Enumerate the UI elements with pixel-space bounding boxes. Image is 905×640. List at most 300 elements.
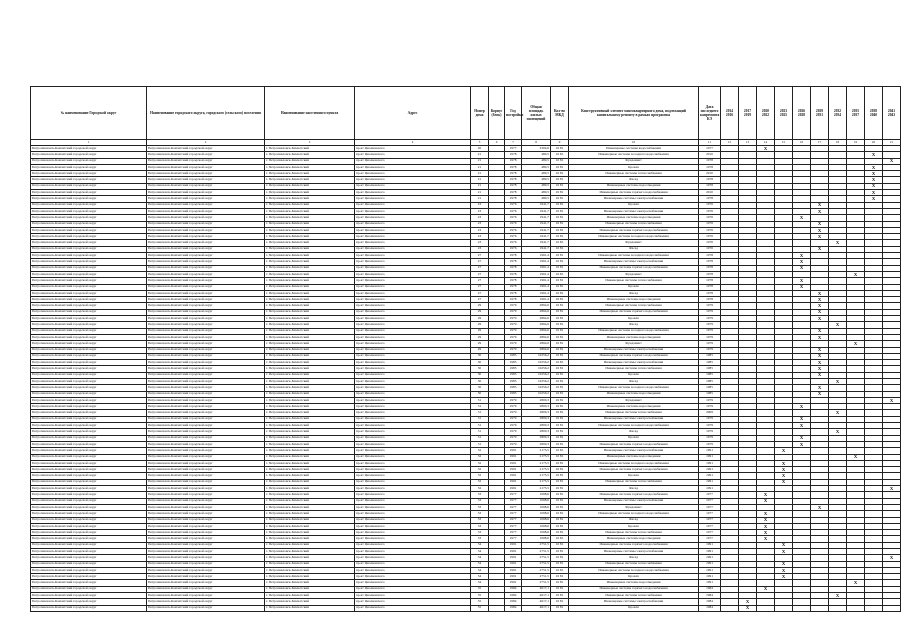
municipality-cell: Петропавловск-Камчатский городской округ (147, 391, 265, 397)
house-number-cell: 21 (471, 152, 489, 158)
period-cell: X (775, 479, 793, 485)
period-cell: X (757, 146, 775, 152)
address-cell: пр-кт Циолковского (355, 328, 471, 334)
column-number: 15 (775, 140, 793, 146)
address-cell: пр-кт Циолковского (355, 177, 471, 183)
area-cell: 2864,6 (522, 309, 551, 315)
house-number-cell: 27 (471, 290, 489, 296)
address-cell: пр-кт Циолковского (355, 385, 471, 391)
address-cell: пр-кт Циолковского (355, 448, 471, 454)
period-cell: X (883, 158, 901, 164)
column-number: 12 (721, 140, 739, 146)
municipality-cell: Петропавловск-Камчатский городской округ (147, 297, 265, 303)
locality-cell: г. Петропавловск-Камчатский (265, 404, 355, 410)
element-cell: Инженерные системы электроснабжения (569, 347, 699, 353)
municipality-cell: Петропавловск-Камчатский городской округ (147, 271, 265, 277)
locality-cell: г. Петропавловск-Камчатский (265, 190, 355, 196)
address-cell: пр-кт Циолковского (355, 586, 471, 592)
house-number-cell: 23 (471, 240, 489, 246)
house-number-cell: 29 (471, 316, 489, 322)
locality-cell: г. Петропавловск-Камчатский (265, 561, 355, 567)
locality-cell: г. Петропавловск-Камчатский (265, 391, 355, 397)
municipality-cell: Петропавловск-Камчатский городской округ (147, 353, 265, 359)
district-cell: Петропавловск-Камчатский городской округ (31, 517, 147, 523)
municipality-cell: Петропавловск-Камчатский городской округ (147, 158, 265, 164)
last-repair-cell: 1979 (699, 334, 721, 340)
locality-cell: г. Петропавловск-Камчатский (265, 454, 355, 460)
column-header: Конструктивный элемент многоквартирного дома, подлежащий капитальному ремонту в рамках программы (569, 87, 699, 140)
period-cell: X (811, 372, 829, 378)
count-cell: 16 81 (551, 322, 569, 328)
house-number-cell: 31 (471, 416, 489, 422)
build-year-cell: 1985 (505, 366, 522, 372)
last-repair-cell: 1978 (699, 164, 721, 170)
repair-program-table (30, 86, 901, 612)
last-repair-cell: 1991 (699, 561, 721, 567)
locality-cell: г. Петропавловск-Камчатский (265, 460, 355, 466)
house-number-cell: 27 (471, 278, 489, 284)
build-year-cell: 1976 (505, 215, 522, 221)
address-cell: пр-кт Циолковского (355, 221, 471, 227)
element-cell: Инженерные системы теплоснабжения (569, 479, 699, 485)
address-cell: пр-кт Циолковского (355, 454, 471, 460)
period-cell: X (793, 253, 811, 259)
period-cell: X (829, 429, 847, 435)
locality-cell: г. Петропавловск-Камчатский (265, 284, 355, 290)
house-number-cell: 33 (471, 511, 489, 517)
district-cell: Петропавловск-Камчатский городской округ (31, 322, 147, 328)
locality-cell: г. Петропавловск-Камчатский (265, 435, 355, 441)
area-cell: 2751,5 (522, 580, 551, 586)
element-cell: Инженерные системы водоотведения (569, 404, 699, 410)
build-year-cell: 1979 (505, 410, 522, 416)
count-cell: 16 81 (551, 460, 569, 466)
build-year-cell: 1991 (505, 473, 522, 479)
address-cell: пр-кт Циолковского (355, 284, 471, 290)
column-header: 2026 2028 (793, 87, 811, 140)
build-year-cell: 1991 (505, 580, 522, 586)
address-cell: пр-кт Циолковского (355, 498, 471, 504)
district-cell: Петропавловск-Камчатский городской округ (31, 221, 147, 227)
last-repair-cell: 1991 (699, 567, 721, 573)
period-cell: X (829, 593, 847, 599)
area-cell: 1961,4 (522, 284, 551, 290)
district-cell: Петропавловск-Камчатский городской округ (31, 486, 147, 492)
column-header: Корпус (блок) (489, 87, 505, 140)
column-number: 14 (757, 140, 775, 146)
period-cell: X (847, 454, 865, 460)
house-number-cell: 21 (471, 177, 489, 183)
count-cell: 16 81 (551, 334, 569, 340)
district-cell: Петропавловск-Камчатский городской округ (31, 202, 147, 208)
address-cell: пр-кт Циолковского (355, 435, 471, 441)
count-cell: 16 81 (551, 347, 569, 353)
build-year-cell: 1976 (505, 227, 522, 233)
period-cell: X (811, 221, 829, 227)
district-cell: Петропавловск-Камчатский городской округ (31, 460, 147, 466)
district-cell: Петропавловск-Камчатский городской округ (31, 473, 147, 479)
period-cell: X (757, 523, 775, 529)
area-cell: 10256,2 (522, 378, 551, 384)
locality-cell: г. Петропавловск-Камчатский (265, 473, 355, 479)
period-cell: X (757, 517, 775, 523)
count-cell: 16 81 (551, 183, 569, 189)
locality-cell: г. Петропавловск-Камчатский (265, 309, 355, 315)
district-cell: Петропавловск-Камчатский городской округ (31, 309, 147, 315)
period-cell: X (811, 391, 829, 397)
address-cell: пр-кт Циолковского (355, 202, 471, 208)
count-cell: 16 81 (551, 511, 569, 517)
table-header (31, 87, 901, 146)
last-repair-cell: 1979 (699, 328, 721, 334)
area-cell: 1961,4 (522, 271, 551, 277)
district-cell: Петропавловск-Камчатский городской округ (31, 410, 147, 416)
house-number-cell: 34 (471, 567, 489, 573)
build-year-cell: 1977 (505, 504, 522, 510)
house-number-cell: 30 (471, 353, 489, 359)
period-cell: X (775, 567, 793, 573)
column-header: Год постройки (505, 87, 522, 140)
last-repair-cell: 1991 (699, 467, 721, 473)
last-repair-cell: 1978 (699, 183, 721, 189)
locality-cell: г. Петропавловск-Камчатский (265, 227, 355, 233)
last-repair-cell: 1984 (699, 605, 721, 611)
last-repair-cell: 1976 (699, 221, 721, 227)
address-cell: пр-кт Циолковского (355, 542, 471, 548)
count-cell: 16 81 (551, 410, 569, 416)
municipality-cell: Петропавловск-Камчатский городской округ (147, 378, 265, 384)
address-cell: пр-кт Циолковского (355, 593, 471, 599)
house-number-cell: 29 (471, 328, 489, 334)
address-cell: пр-кт Циолковского (355, 404, 471, 410)
district-cell: Петропавловск-Камчатский городской округ (31, 284, 147, 290)
house-number-cell: 34 (471, 542, 489, 548)
district-cell: Петропавловск-Камчатский городской округ (31, 416, 147, 422)
area-cell: 1068,6 (522, 492, 551, 498)
period-cell (775, 605, 793, 611)
count-cell: 16 81 (551, 429, 569, 435)
house-number-cell: 21 (471, 196, 489, 202)
address-cell: пр-кт Циолковского (355, 234, 471, 240)
last-repair-cell: 1979 (699, 322, 721, 328)
period-cell: X (883, 555, 901, 561)
house-number-cell: 31 (471, 410, 489, 416)
area-cell: 489,5 (522, 196, 551, 202)
locality-cell: г. Петропавловск-Камчатский (265, 517, 355, 523)
period-cell (757, 605, 775, 611)
district-cell: Петропавловск-Камчатский городской округ (31, 580, 147, 586)
element-cell: Инженерные системы электроснабжения (569, 259, 699, 265)
last-repair-cell: 1977 (699, 492, 721, 498)
house-number-cell: 33 (471, 517, 489, 523)
build-year-cell: 1978 (505, 171, 522, 177)
element-cell: Инженерные системы горячего водоснабжения (569, 265, 699, 271)
last-repair-cell: 1976 (699, 227, 721, 233)
area-cell: 2175,5 (522, 479, 551, 485)
count-cell: 16 81 (551, 416, 569, 422)
build-year-cell: 1985 (505, 353, 522, 359)
area-cell: 489,5 (522, 177, 551, 183)
locality-cell: г. Петропавловск-Камчатский (265, 196, 355, 202)
area-cell: 1068,6 (522, 530, 551, 536)
last-repair-cell: 1985 (699, 372, 721, 378)
column-number: 17 (811, 140, 829, 146)
column-header: Дата последнего капремонта КЭ (699, 87, 721, 140)
element-cell: Инженерные системы горячего водоснабжения (569, 190, 699, 196)
build-year-cell: 1991 (505, 574, 522, 580)
element-cell: Инженерные системы водоотведения (569, 454, 699, 460)
municipality-cell: Петропавловск-Камчатский городской округ (147, 240, 265, 246)
house-number-cell: 21 (471, 171, 489, 177)
district-cell: Петропавловск-Камчатский городской округ (31, 435, 147, 441)
count-cell: 16 81 (551, 240, 569, 246)
address-cell: пр-кт Циолковского (355, 246, 471, 252)
last-repair-cell: 1977 (699, 536, 721, 542)
municipality-cell: Петропавловск-Камчатский городской округ (147, 246, 265, 252)
locality-cell: г. Петропавловск-Камчатский (265, 322, 355, 328)
last-repair-cell: 1978 (699, 259, 721, 265)
build-year-cell: 1979 (505, 347, 522, 353)
column-header: 2041 2043 (883, 87, 901, 140)
last-repair-cell: 1978 (699, 265, 721, 271)
locality-cell: г. Петропавловск-Камчатский (265, 246, 355, 252)
element-cell: Инженерные системы электроснабжения (569, 448, 699, 454)
element-cell: Инженерные системы электроснабжения (569, 360, 699, 366)
period-cell: X (793, 265, 811, 271)
municipality-cell: Петропавловск-Камчатский городской округ (147, 460, 265, 466)
column-header: 2035 2037 (847, 87, 865, 140)
count-cell: 16 81 (551, 234, 569, 240)
address-cell: пр-кт Циолковского (355, 164, 471, 170)
area-cell: 1941,7 (522, 240, 551, 246)
municipality-cell: Петропавловск-Камчатский городской округ (147, 561, 265, 567)
period-cell: X (865, 164, 883, 170)
house-number-cell: 34 (471, 549, 489, 555)
area-cell: 1961,4 (522, 278, 551, 284)
address-cell: пр-кт Циолковского (355, 190, 471, 196)
last-repair-cell: 1978 (699, 271, 721, 277)
column-header: 2029 2031 (811, 87, 829, 140)
element-cell: Инженерные системы электроснабжения (569, 208, 699, 214)
district-cell: Петропавловск-Камчатский городской округ (31, 479, 147, 485)
area-cell: 1068,6 (522, 517, 551, 523)
last-repair-cell: 1976 (699, 208, 721, 214)
build-year-cell: 1984 (505, 599, 522, 605)
municipality-cell: Петропавловск-Камчатский городской округ (147, 265, 265, 271)
last-repair-cell: 1979 (699, 309, 721, 315)
build-year-cell: 1978 (505, 297, 522, 303)
element-cell: Кровля (569, 164, 699, 170)
locality-cell: г. Петропавловск-Камчатский (265, 605, 355, 611)
element-cell: Кровля (569, 284, 699, 290)
build-year-cell: 1979 (505, 397, 522, 403)
locality-cell: г. Петропавловск-Камчатский (265, 397, 355, 403)
area-cell: 10256,2 (522, 385, 551, 391)
period-cell (721, 605, 739, 611)
count-cell: 16 81 (551, 549, 569, 555)
district-cell: Петропавловск-Камчатский городской округ (31, 265, 147, 271)
address-cell: пр-кт Циолковского (355, 492, 471, 498)
area-cell: 2751,5 (522, 549, 551, 555)
municipality-cell: Петропавловск-Камчатский городской округ (147, 347, 265, 353)
area-cell: 10256,2 (522, 366, 551, 372)
house-number-cell: 32 (471, 454, 489, 460)
count-cell: 16 81 (551, 536, 569, 542)
count-cell: 16 81 (551, 190, 569, 196)
address-cell: пр-кт Циолковского (355, 517, 471, 523)
element-cell: Фасад (569, 429, 699, 435)
element-cell: Инженерные системы водоотведения (569, 391, 699, 397)
build-year-cell: 1978 (505, 190, 522, 196)
municipality-cell: Петропавловск-Камчатский городской округ (147, 492, 265, 498)
area-cell: 1961,4 (522, 290, 551, 296)
element-cell: Инженерные системы горячего водоснабжения (569, 227, 699, 233)
last-repair-cell: 1985 (699, 353, 721, 359)
count-cell: 16 81 (551, 278, 569, 284)
house-number-cell: 23 (471, 215, 489, 221)
count-cell: 16 81 (551, 567, 569, 573)
build-year-cell: 1979 (505, 423, 522, 429)
area-cell: 10256,2 (522, 353, 551, 359)
last-repair-cell: 2010 (699, 171, 721, 177)
locality-cell: г. Петропавловск-Камчатский (265, 202, 355, 208)
district-cell: Петропавловск-Камчатский городской округ (31, 353, 147, 359)
address-cell: пр-кт Циолковского (355, 549, 471, 555)
area-cell: 2800,3 (522, 404, 551, 410)
column-number: 21 (883, 140, 901, 146)
house-number-cell: 29 (471, 309, 489, 315)
count-cell: 16 81 (551, 164, 569, 170)
build-year-cell: 1979 (505, 441, 522, 447)
address-cell: пр-кт Циолковского (355, 429, 471, 435)
count-cell: 16 81 (551, 297, 569, 303)
build-year-cell: 1978 (505, 196, 522, 202)
last-repair-cell: 1979 (699, 303, 721, 309)
last-repair-cell: 1985 (699, 391, 721, 397)
district-cell: Петропавловск-Камчатский городской округ (31, 523, 147, 529)
municipality-cell: Петропавловск-Камчатский городской округ (147, 221, 265, 227)
program-table-sheet (30, 86, 905, 612)
period-cell: X (757, 586, 775, 592)
last-repair-cell: 1977 (699, 504, 721, 510)
house-number-cell: 30 (471, 378, 489, 384)
district-cell: Петропавловск-Камчатский городской округ (31, 360, 147, 366)
house-number-cell: 27 (471, 265, 489, 271)
element-cell: Инженерные системы горячего водоснабжения (569, 492, 699, 498)
locality-cell: г. Петропавловск-Камчатский (265, 177, 355, 183)
element-cell: Инженерные системы холодного водоснабжения (569, 385, 699, 391)
house-number-cell: 30 (471, 372, 489, 378)
element-cell: Фасад (569, 177, 699, 183)
area-cell: 2751,5 (522, 555, 551, 561)
district-cell: Петропавловск-Камчатский городской округ (31, 227, 147, 233)
column-number: 11 (699, 140, 721, 146)
area-cell: 1961,4 (522, 265, 551, 271)
period-cell: X (811, 234, 829, 240)
element-cell: Инженерные системы теплоснабжения (569, 303, 699, 309)
last-repair-cell: 1991 (699, 486, 721, 492)
count-cell: 16 81 (551, 517, 569, 523)
count-cell: 16 81 (551, 593, 569, 599)
house-number-cell: 31 (471, 423, 489, 429)
build-year-cell: 1979 (505, 435, 522, 441)
house-number-cell: 27 (471, 271, 489, 277)
period-cell: X (793, 215, 811, 221)
district-cell: Петропавловск-Камчатский городской округ (31, 372, 147, 378)
period-cell (829, 605, 847, 611)
area-cell: 1941,7 (522, 221, 551, 227)
last-repair-cell: 1991 (699, 448, 721, 454)
last-repair-cell: 1991 (699, 580, 721, 586)
build-year-cell: 1991 (505, 460, 522, 466)
last-repair-cell: 1985 (699, 366, 721, 372)
district-cell: Петропавловск-Камчатский городской округ (31, 549, 147, 555)
house-number-cell: 23 (471, 234, 489, 240)
period-cell: X (847, 341, 865, 347)
area-cell: 1941,7 (522, 227, 551, 233)
district-cell: Петропавловск-Камчатский городской округ (31, 303, 147, 309)
element-cell: Инженерные системы холодного водоснабжения (569, 423, 699, 429)
column-header: Кол-во МКД (551, 87, 569, 140)
element-cell: Фасад (569, 555, 699, 561)
district-cell: Петропавловск-Камчатский городской округ (31, 278, 147, 284)
locality-cell: г. Петропавловск-Камчатский (265, 423, 355, 429)
locality-cell: г. Петропавловск-Камчатский (265, 164, 355, 170)
house-number-cell: 21 (471, 190, 489, 196)
district-cell: Петропавловск-Камчатский городской округ (31, 574, 147, 580)
district-cell: Петропавловск-Камчатский городской округ (31, 448, 147, 454)
house-number-cell: 21 (471, 164, 489, 170)
municipality-cell: Петропавловск-Камчатский городской округ (147, 498, 265, 504)
area-cell: 1941,7 (522, 246, 551, 252)
period-cell: X (811, 303, 829, 309)
locality-cell: г. Петропавловск-Камчатский (265, 492, 355, 498)
count-cell: 16 81 (551, 448, 569, 454)
header-row (31, 87, 901, 140)
district-cell: Петропавловск-Камчатский городской округ (31, 164, 147, 170)
address-cell: пр-кт Циолковского (355, 240, 471, 246)
period-cell: X (793, 404, 811, 410)
column-number: 3 (265, 140, 355, 146)
count-cell: 16 81 (551, 523, 569, 529)
build-year-cell: 1977 (505, 498, 522, 504)
district-cell: Петропавловск-Камчатский городской округ (31, 215, 147, 221)
build-year-cell: 1991 (505, 479, 522, 485)
last-repair-cell: 1979 (699, 397, 721, 403)
address-cell: пр-кт Циолковского (355, 171, 471, 177)
house-number-cell: 31 (471, 429, 489, 435)
district-cell: Петропавловск-Камчатский городской округ (31, 441, 147, 447)
district-cell: Петропавловск-Камчатский городской округ (31, 599, 147, 605)
area-cell: 4617,1 (522, 586, 551, 592)
locality-cell: г. Петропавловск-Камчатский (265, 378, 355, 384)
house-number-cell: 31 (471, 441, 489, 447)
element-cell: Фасад (569, 486, 699, 492)
locality-cell: г. Петропавловск-Камчатский (265, 360, 355, 366)
column-header: 2038 2040 (865, 87, 883, 140)
municipality-cell: Петропавловск-Камчатский городской округ (147, 580, 265, 586)
build-year-cell: 1978 (505, 152, 522, 158)
element-cell: Инженерные системы холодного водоснабжения (569, 511, 699, 517)
area-cell: 1941,7 (522, 234, 551, 240)
district-cell: Петропавловск-Камчатский городской округ (31, 152, 147, 158)
address-cell: пр-кт Циолковского (355, 334, 471, 340)
count-cell: 16 81 (551, 284, 569, 290)
count-cell: 16 81 (551, 435, 569, 441)
count-cell: 16 81 (551, 146, 569, 152)
period-cell: X (775, 473, 793, 479)
column-number: 10 (569, 140, 699, 146)
